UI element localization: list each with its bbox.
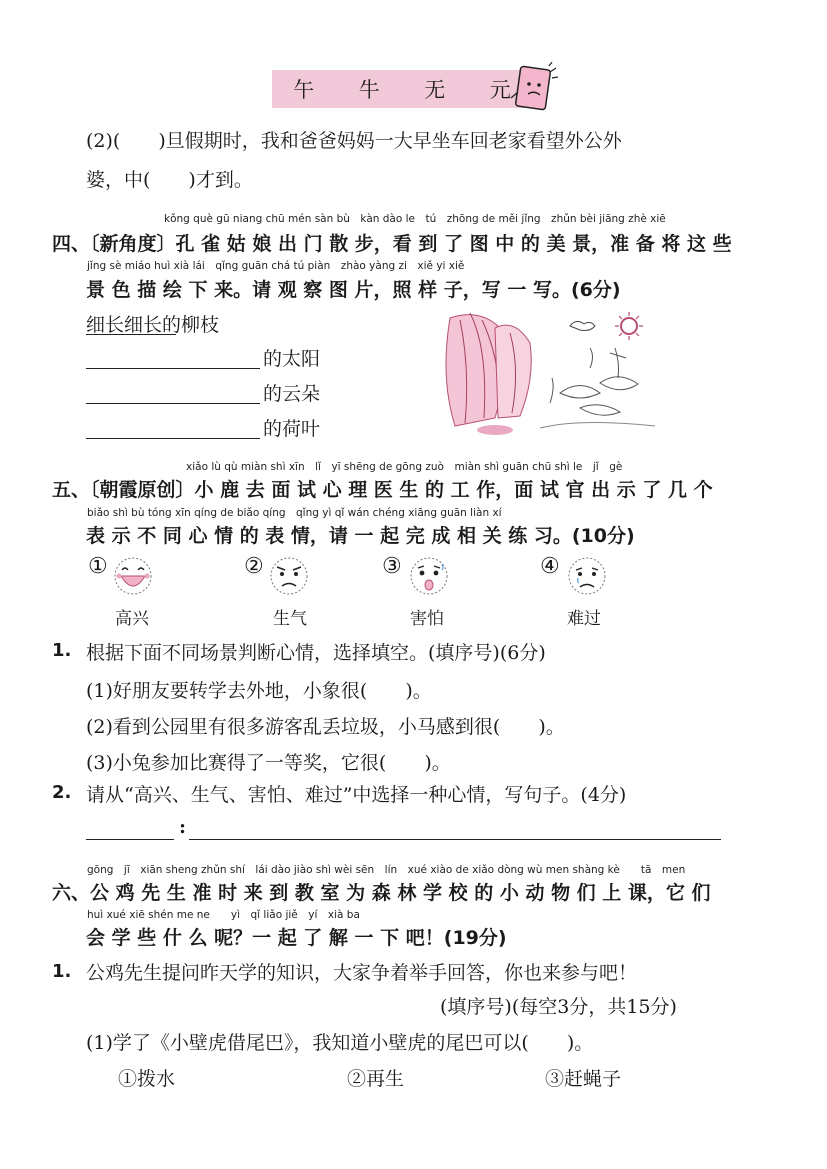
section5-pinyin-1: xiǎo lù qù miàn shì xīn lǐ yī shēng de gōng zuò miàn shì guān chū shì le jǐ gè [186,461,623,473]
s5-q1-text: 根据下面不同场景判断心情，选择填空。(填序号)(6分) [86,642,546,664]
s6-q1-item-1: (1)学了《小壁虎借尾巴》，我知道小壁虎的尾巴可以( )。 [86,1032,594,1054]
character-banner [272,70,534,108]
willow-pond-illustration [440,308,660,442]
section4-pinyin-1: kǒng què gū niang chū mén sàn bù kàn dào le tú zhōng de měi jǐng zhǔn bèi jiāng zhè xiē [164,213,666,225]
section4-pinyin-2: jǐng sè miáo huì xià lái qǐng guān chá tú piàn zhào yàng zi xiě yi xiě [87,260,465,272]
section4-title-2: 景 色 描 绘 下 来。请 观 察 图 片，照 样 子，写 一 写。(6分) [86,279,621,301]
blank-sun[interactable] [86,367,260,369]
section4-title-1: 四、〔新角度〕孔 雀 姑 娘 出 门 散 步，看 到 了 图 中 的 美 景，准 备 将 这 些 [52,233,732,255]
banner-word: 元 [489,78,513,102]
section4-example: 细长细长的柳枝 [86,314,220,336]
example-underline [86,333,176,335]
sentence-blank[interactable] [189,838,721,840]
face-label-scared: 害怕 [410,609,444,629]
mood-blank[interactable] [86,838,174,840]
scared-face-icon [406,556,452,596]
item-lotus-leaf: 的荷叶 [263,418,321,440]
s5-q2-text: 请从“高兴、生气、害怕、难过”中选择一种心情，写句子。(4分) [86,784,627,806]
banner-word: 无 [424,78,448,102]
face-number-3: ③ [382,554,402,579]
s5-q1-item-3: (3)小兔参加比赛得了一等奖，它很( )。 [86,752,451,774]
item-cloud: 的云朵 [263,383,321,405]
blank-cloud[interactable] [86,402,260,404]
face-label-happy: 高兴 [115,609,149,629]
s6-q1-number: 1. [52,961,72,982]
banner-word: 牛 [358,78,382,102]
s6-q1-note: (填序号)(每空3分，共15分) [440,996,677,1018]
angry-face-icon [266,556,312,596]
blank-lotus-leaf[interactable] [86,437,260,439]
q3-item2-line1: (2)( )旦假期时，我和爸爸妈妈一大早坐车回老家看望外公外 [86,130,622,152]
s6-q1-text: 公鸡先生提问昨天学的知识，大家争着举手回答，你也来参与吧！ [86,962,638,984]
option-2: ②再生 [347,1068,405,1090]
s5-q1-item-1: (1)好朋友要转学去外地，小象很( )。 [86,680,432,702]
section6-pinyin-2: huì xué xiē shén me ne yì qǐ liǎo jiě yí xià ba [87,909,360,921]
q3-item2-line2: 婆，中( )才到。 [86,169,253,191]
book-mascot-icon [508,62,560,112]
s5-q1-number: 1. [52,640,72,661]
face-number-4: ④ [540,554,560,579]
face-label-sad: 难过 [567,609,601,629]
item-sun: 的太阳 [263,348,321,370]
section5-pinyin-2: biǎo shì bù tóng xīn qíng de biǎo qíng qǐng yì qǐ wán chéng xiāng guān liàn xí [87,507,502,519]
option-3: ③赶蝇子 [545,1068,622,1090]
face-number-1: ① [88,554,108,579]
s5-q1-item-2: (2)看到公园里有很多游客乱丢垃圾，小马感到很( )。 [86,716,565,738]
section6-title-1: 六、公 鸡 先 生 准 时 来 到 教 室 为 森 林 学 校 的 小 动 物 们 上 课，它 们 [52,882,711,904]
section5-title-2: 表 示 不 同 心 情 的 表 情，请 一 起 完 成 相 关 练 习。(10分) [86,525,635,547]
banner-word: 午 [293,78,317,102]
section6-title-2: 会 学 些 什 么 呢？一 起 了 解 一 下 吧！(19分) [86,927,507,949]
face-number-2: ② [244,554,264,579]
section5-title-1: 五、〔朝霞原创〕小 鹿 去 面 试 心 理 医 生 的 工 作，面 试 官 出 示 了 几 个 [52,479,713,501]
sad-face-icon [564,556,610,596]
option-1: ①拨水 [118,1068,176,1090]
s5-q2-number: 2. [52,782,72,803]
answer-colon: : [179,816,187,838]
section6-pinyin-1: gōng jī xiān sheng zhǔn shí lái dào jiào shì wèi sēn lín xué xiào de xiǎo dòng wù men shàng kè tā men [87,864,686,876]
face-label-angry: 生气 [273,609,307,629]
happy-face-icon [110,556,156,596]
